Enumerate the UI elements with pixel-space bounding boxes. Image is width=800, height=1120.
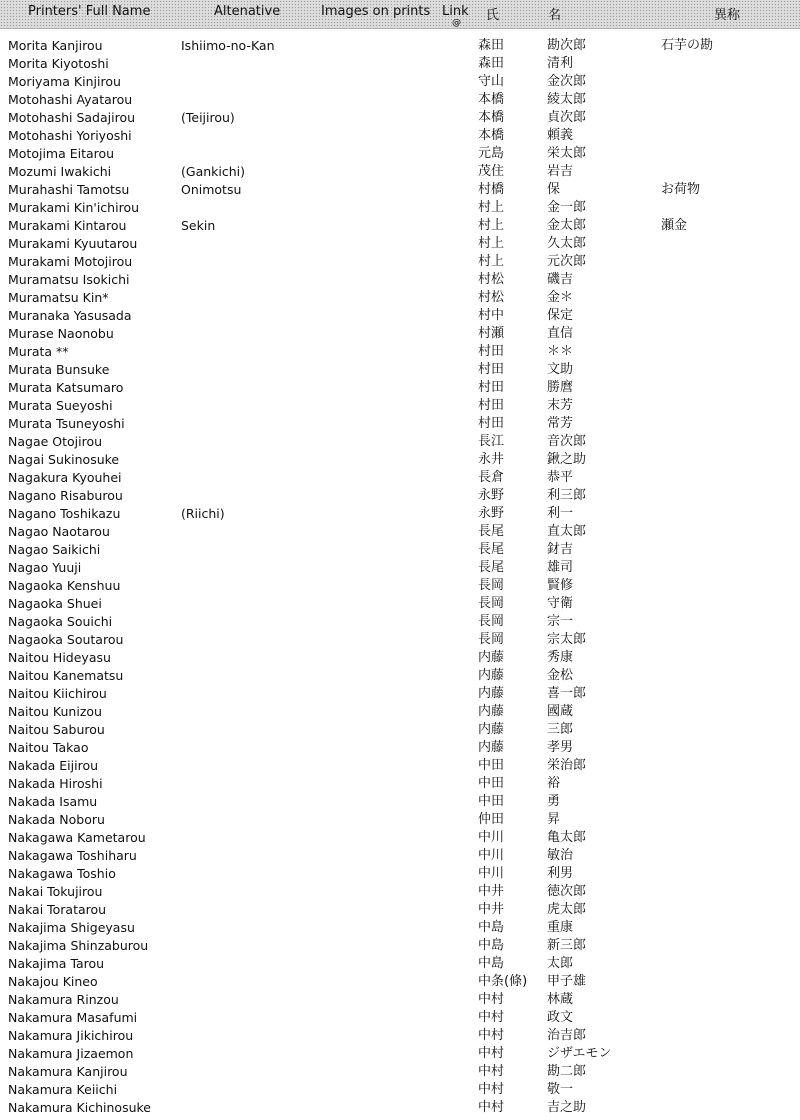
header-alternative: Altenative (214, 4, 281, 19)
printer-name: Nagae Otojirou (8, 434, 103, 449)
printer-name: Nakada Hiroshi (8, 776, 103, 791)
alternative-name: (Riichi) (181, 506, 225, 521)
printer-name: Naitou Kunizou (8, 704, 102, 719)
printer-name: Murata Tsuneyoshi (8, 416, 125, 431)
given-name-kanji: 秀康 (547, 650, 574, 665)
table-row (0, 1027, 800, 1045)
family-name-kanji: 中村 (478, 1064, 505, 1079)
header-link: Link (442, 4, 469, 19)
family-name-kanji: 中条(條) (478, 974, 528, 989)
table-row (0, 91, 800, 109)
given-name-kanji: 賢修 (547, 578, 574, 593)
family-name-kanji: 中井 (478, 884, 505, 899)
table-row (0, 217, 800, 235)
printer-name: Nakada Isamu (8, 794, 98, 809)
printer-name: Nagai Sukinosuke (8, 452, 120, 467)
table-row (0, 1099, 800, 1117)
table-row (0, 991, 800, 1009)
given-name-kanji: 金次郎 (547, 74, 587, 89)
table-row (0, 631, 800, 649)
table-row (0, 721, 800, 739)
table-row (0, 919, 800, 937)
given-name-kanji: 勝麿 (547, 380, 574, 395)
given-name-kanji: 宗太郎 (547, 632, 587, 647)
printer-name: Muramatsu Kin* (8, 290, 109, 305)
family-name-kanji: 村松 (478, 272, 505, 287)
header-link-at: @ (452, 18, 461, 28)
given-name-kanji: 利一 (547, 506, 574, 521)
printer-name: Murahashi Tamotsu (8, 182, 130, 197)
family-name-kanji: 村松 (478, 290, 505, 305)
header-images-on-prints: Images on prints (321, 4, 431, 19)
family-name-kanji: 村上 (478, 218, 505, 233)
table-row (0, 289, 800, 307)
table-row (0, 253, 800, 271)
family-name-kanji: 長岡 (478, 596, 505, 611)
printer-name: Murakami Motojirou (8, 254, 133, 269)
printer-name: Motohashi Sadajirou (8, 110, 136, 125)
given-name-kanji: 裕 (547, 776, 561, 791)
table-row (0, 1009, 800, 1027)
family-name-kanji: 村田 (478, 380, 505, 395)
printer-name: Nakamura Jizaemon (8, 1046, 134, 1061)
nickname-kanji: 石芋の勘 (661, 38, 714, 53)
family-name-kanji: 長岡 (478, 614, 505, 629)
given-name-kanji: 敬一 (547, 1082, 574, 1097)
table-row (0, 829, 800, 847)
family-name-kanji: 長倉 (478, 470, 505, 485)
header-shi: 氏 (486, 8, 500, 23)
family-name-kanji: 本橋 (478, 92, 505, 107)
family-name-kanji: 森田 (478, 56, 505, 71)
printer-name: Naitou Takao (8, 740, 89, 755)
table-row (0, 271, 800, 289)
header-mei: 名 (548, 8, 562, 23)
family-name-kanji: 村田 (478, 398, 505, 413)
printer-name: Morita Kiyotoshi (8, 56, 109, 71)
table-row (0, 433, 800, 451)
printer-name: Murakami Kyuutarou (8, 236, 138, 251)
family-name-kanji: 中田 (478, 758, 505, 773)
printer-name: Nakada Eijirou (8, 758, 99, 773)
printer-name: Naitou Kanematsu (8, 668, 124, 683)
alternative-name: Onimotsu (181, 182, 242, 197)
printer-name: Nakagawa Toshio (8, 866, 116, 881)
given-name-kanji: 直信 (547, 326, 574, 341)
given-name-kanji: 太郎 (547, 956, 574, 971)
printer-name: Nagaoka Soutarou (8, 632, 124, 647)
given-name-kanji: 金松 (547, 668, 574, 683)
table-row (0, 973, 800, 991)
printer-name: Murakami Kin'ichirou (8, 200, 140, 215)
given-name-kanji: 鍬之助 (547, 452, 587, 467)
printer-name: Motohashi Ayatarou (8, 92, 133, 107)
family-name-kanji: 村上 (478, 200, 505, 215)
family-name-kanji: 中島 (478, 938, 505, 953)
table-row (0, 865, 800, 883)
printer-name: Morita Kanjirou (8, 38, 103, 53)
family-name-kanji: 中島 (478, 956, 505, 971)
family-name-kanji: 村瀬 (478, 326, 505, 341)
given-name-kanji: 栄太郎 (547, 146, 587, 161)
table-row (0, 595, 800, 613)
given-name-kanji: 敏治 (547, 848, 574, 863)
printer-name: Murata Bunsuke (8, 362, 110, 377)
family-name-kanji: 森田 (478, 38, 505, 53)
family-name-kanji: 村田 (478, 416, 505, 431)
table-row (0, 163, 800, 181)
printer-name: Murata ** (8, 344, 69, 359)
printer-name: Nagakura Kyouhei (8, 470, 122, 485)
table-row (0, 343, 800, 361)
table-row (0, 109, 800, 127)
table-row (0, 793, 800, 811)
family-name-kanji: 長江 (478, 434, 505, 449)
printer-name: Nakagawa Kametarou (8, 830, 146, 845)
given-name-kanji: 政文 (547, 1010, 574, 1025)
printer-name: Nakajou Kineo (8, 974, 98, 989)
given-name-kanji: 栄治郎 (547, 758, 587, 773)
family-name-kanji: 村橋 (478, 182, 505, 197)
family-name-kanji: 内藤 (478, 686, 505, 701)
table-row (0, 667, 800, 685)
given-name-kanji: 林蔵 (547, 992, 574, 1007)
printer-name: Muranaka Yasusada (8, 308, 132, 323)
given-name-kanji: 文助 (547, 362, 574, 377)
printer-name: Nagao Naotarou (8, 524, 110, 539)
given-name-kanji: 保 (547, 182, 561, 197)
given-name-kanji: 三郎 (547, 722, 574, 737)
table-row (0, 1063, 800, 1081)
table-row (0, 847, 800, 865)
table-row (0, 541, 800, 559)
table-row (0, 127, 800, 145)
family-name-kanji: 中川 (478, 848, 505, 863)
family-name-kanji: 中村 (478, 1028, 505, 1043)
family-name-kanji: 内藤 (478, 722, 505, 737)
given-name-kanji: 喜一郎 (547, 686, 587, 701)
given-name-kanji: 勘次郎 (547, 38, 587, 53)
given-name-kanji: 金一郎 (547, 200, 587, 215)
table-row (0, 559, 800, 577)
given-name-kanji: 宗一 (547, 614, 574, 629)
given-name-kanji: 亀太郎 (547, 830, 587, 845)
table-row (0, 235, 800, 253)
given-name-kanji: 久太郎 (547, 236, 587, 251)
given-name-kanji: 貞次郎 (547, 110, 587, 125)
printer-name: Nakamura Kanjirou (8, 1064, 128, 1079)
printer-name: Naitou Saburou (8, 722, 105, 737)
table-row (0, 415, 800, 433)
printer-name: Murata Katsumaro (8, 380, 124, 395)
printer-name: Nagano Toshikazu (8, 506, 121, 521)
given-name-kanji: 孝男 (547, 740, 574, 755)
printer-name: Nakajima Tarou (8, 956, 105, 971)
printer-name: Naitou Kiichirou (8, 686, 107, 701)
table-row (0, 55, 800, 73)
printer-name: Nagaoka Kenshuu (8, 578, 121, 593)
given-name-kanji: 音次郎 (547, 434, 587, 449)
table-row (0, 397, 800, 415)
printer-name: Muramatsu Isokichi (8, 272, 130, 287)
given-name-kanji: 恭平 (547, 470, 574, 485)
family-name-kanji: 長尾 (478, 560, 505, 575)
family-name-kanji: 長岡 (478, 578, 505, 593)
header-ishou: 異称 (714, 8, 741, 23)
printer-name: Nakai Toratarou (8, 902, 107, 917)
family-name-kanji: 中村 (478, 992, 505, 1007)
table-row (0, 451, 800, 469)
given-name-kanji: 勇 (547, 794, 561, 809)
table-row (0, 523, 800, 541)
table-row (0, 703, 800, 721)
printer-name: Nagao Yuuji (8, 560, 82, 575)
table-row (0, 199, 800, 217)
given-name-kanji: 國蔵 (547, 704, 574, 719)
given-name-kanji: 清利 (547, 56, 574, 71)
family-name-kanji: 長尾 (478, 542, 505, 557)
family-name-kanji: 本橋 (478, 110, 505, 125)
printer-name: Naitou Hideyasu (8, 650, 111, 665)
header-full-name: Printers' Full Name (28, 4, 151, 19)
given-name-kanji: 徳次郎 (547, 884, 587, 899)
printer-name: Nakada Noboru (8, 812, 105, 827)
alternative-name: (Teijirou) (181, 110, 235, 125)
table-row (0, 505, 800, 523)
given-name-kanji: 元次郎 (547, 254, 587, 269)
given-name-kanji: 利三郎 (547, 488, 587, 503)
family-name-kanji: 中村 (478, 1082, 505, 1097)
family-name-kanji: 長尾 (478, 524, 505, 539)
nickname-kanji: お荷物 (661, 182, 701, 197)
printer-name: Nakamura Keiichi (8, 1082, 118, 1097)
table-row (0, 757, 800, 775)
family-name-kanji: 永井 (478, 452, 505, 467)
printer-name: Murakami Kintarou (8, 218, 127, 233)
printer-name: Motojima Eitarou (8, 146, 115, 161)
printer-name: Nagaoka Shuei (8, 596, 102, 611)
given-name-kanji: 岩吉 (547, 164, 574, 179)
given-name-kanji: 重康 (547, 920, 574, 935)
family-name-kanji: 中田 (478, 794, 505, 809)
family-name-kanji: 内藤 (478, 650, 505, 665)
table-row (0, 955, 800, 973)
family-name-kanji: 内藤 (478, 668, 505, 683)
family-name-kanji: 中田 (478, 776, 505, 791)
table-row (0, 739, 800, 757)
family-name-kanji: 村田 (478, 362, 505, 377)
family-name-kanji: 永野 (478, 488, 505, 503)
table-row (0, 361, 800, 379)
table-row (0, 937, 800, 955)
table-row (0, 181, 800, 199)
table-row (0, 613, 800, 631)
given-name-kanji: 雄司 (547, 560, 574, 575)
given-name-kanji: 利男 (547, 866, 574, 881)
family-name-kanji: 中村 (478, 1010, 505, 1025)
table-row (0, 73, 800, 91)
printer-name: Nakamura Masafumi (8, 1010, 138, 1025)
table-row (0, 901, 800, 919)
family-name-kanji: 中村 (478, 1100, 505, 1115)
table-row (0, 685, 800, 703)
given-name-kanji: 頼義 (547, 128, 574, 143)
family-name-kanji: 長岡 (478, 632, 505, 647)
family-name-kanji: 中井 (478, 902, 505, 917)
family-name-kanji: 中川 (478, 866, 505, 881)
given-name-kanji: 常芳 (547, 416, 574, 431)
family-name-kanji: 村上 (478, 236, 505, 251)
printer-name: Nagano Risaburou (8, 488, 123, 503)
alternative-name: (Gankichi) (181, 164, 246, 179)
printer-name: Nakajima Shinzaburou (8, 938, 149, 953)
table-row (0, 37, 800, 55)
printer-name: Murata Sueyoshi (8, 398, 113, 413)
printer-name: Moriyama Kinjirou (8, 74, 121, 89)
printer-table-body (0, 37, 800, 1117)
printer-name: Nakagawa Toshiharu (8, 848, 137, 863)
printer-name: Nakamura Kichinosuke (8, 1100, 151, 1115)
printer-name: Motohashi Yoriyoshi (8, 128, 132, 143)
given-name-kanji: 新三郎 (547, 938, 587, 953)
alternative-name: Sekin (181, 218, 216, 233)
printer-name: Nakajima Shigeyasu (8, 920, 135, 935)
printer-name: Nakai Tokujirou (8, 884, 103, 899)
family-name-kanji: 本橋 (478, 128, 505, 143)
given-name-kanji: 釮吉 (547, 542, 574, 557)
printer-name: Nakamura Jikichirou (8, 1028, 134, 1043)
given-name-kanji: ＊＊ (547, 344, 574, 359)
table-row (0, 811, 800, 829)
given-name-kanji: 磯吉 (547, 272, 574, 287)
given-name-kanji: 直太郎 (547, 524, 587, 539)
given-name-kanji: 勘二郎 (547, 1064, 587, 1079)
family-name-kanji: 内藤 (478, 740, 505, 755)
printer-name: Nakamura Rinzou (8, 992, 119, 1007)
table-row (0, 487, 800, 505)
family-name-kanji: 元島 (478, 146, 505, 161)
given-name-kanji: ジザエモン (547, 1046, 612, 1061)
family-name-kanji: 仲田 (478, 812, 505, 827)
family-name-kanji: 永野 (478, 506, 505, 521)
given-name-kanji: 末芳 (547, 398, 574, 413)
family-name-kanji: 村田 (478, 344, 505, 359)
printer-name: Nagao Saikichi (8, 542, 101, 557)
table-row (0, 379, 800, 397)
family-name-kanji: 村上 (478, 254, 505, 269)
given-name-kanji: 守衛 (547, 596, 574, 611)
table-row (0, 325, 800, 343)
given-name-kanji: 吉之助 (547, 1100, 587, 1115)
table-row (0, 1045, 800, 1063)
table-row (0, 775, 800, 793)
family-name-kanji: 守山 (478, 74, 505, 89)
table-row (0, 577, 800, 595)
printer-name: Mozumi Iwakichi (8, 164, 112, 179)
table-row (0, 649, 800, 667)
family-name-kanji: 中島 (478, 920, 505, 935)
printer-name: Murase Naonobu (8, 326, 114, 341)
table-row (0, 145, 800, 163)
family-name-kanji: 中川 (478, 830, 505, 845)
given-name-kanji: 甲子雄 (547, 974, 587, 989)
given-name-kanji: 金太郎 (547, 218, 587, 233)
table-row (0, 307, 800, 325)
given-name-kanji: 金＊ (547, 290, 574, 305)
table-header (0, 0, 800, 29)
table-row (0, 469, 800, 487)
family-name-kanji: 村中 (478, 308, 505, 323)
family-name-kanji: 茂住 (478, 164, 505, 179)
given-name-kanji: 昇 (547, 812, 561, 827)
given-name-kanji: 保定 (547, 308, 574, 323)
alternative-name: Ishiimo-no-Kan (181, 38, 275, 53)
given-name-kanji: 治吉郎 (547, 1028, 587, 1043)
table-row (0, 1081, 800, 1099)
table-row (0, 883, 800, 901)
printer-name: Nagaoka Souichi (8, 614, 113, 629)
given-name-kanji: 虎太郎 (547, 902, 587, 917)
family-name-kanji: 中村 (478, 1046, 505, 1061)
family-name-kanji: 内藤 (478, 704, 505, 719)
given-name-kanji: 綾太郎 (547, 92, 587, 107)
nickname-kanji: 瀬金 (661, 218, 688, 233)
